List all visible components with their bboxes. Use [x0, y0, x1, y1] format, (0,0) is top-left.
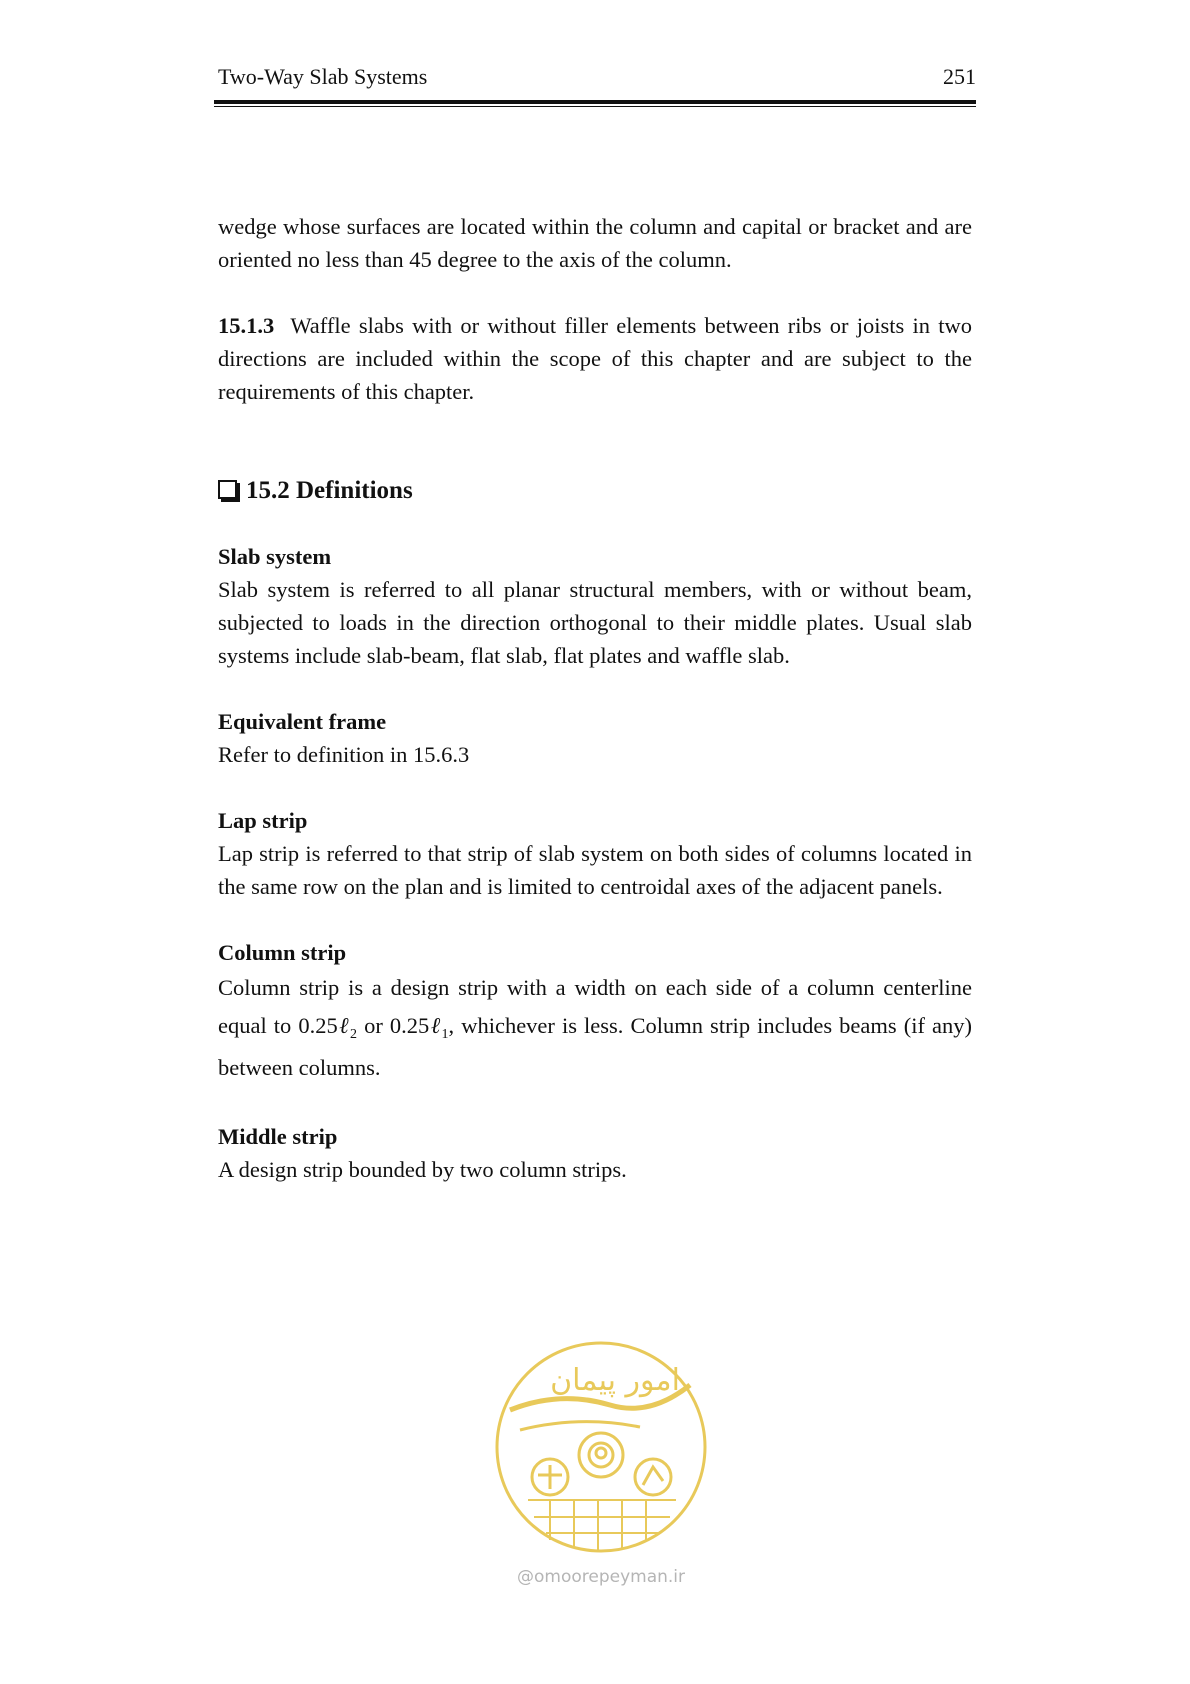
- checkbox-bullet-icon: [218, 480, 237, 499]
- term-equivalent-frame: Equivalent frame: [218, 709, 387, 734]
- term-slab-system: Slab system: [218, 544, 332, 569]
- running-title: Two-Way Slab Systems: [218, 64, 428, 89]
- math-expression-1: 0.25ℓ$_2$: [298, 1013, 357, 1042]
- section-title: 15.2 Definitions: [246, 477, 413, 504]
- gear-icon: [579, 1433, 623, 1477]
- clause-text: Waffle slabs with or without filler elements between ribs or joists in two directions are included within the scope of this chapter and are subject to the requirements of this chapter.: [218, 313, 972, 404]
- section-heading: [218, 474, 972, 507]
- paragraph-wedge: wedge whose surfaces are located within the column and capital or bracket and are oriented no less than 45 degree to the axis of the column.: [218, 214, 972, 272]
- watermark-logo: [490, 1335, 712, 1560]
- excavator-icon: [635, 1459, 671, 1495]
- term-middle-strip: Middle strip: [218, 1124, 338, 1149]
- scales-icon: [532, 1459, 568, 1495]
- clause-number: 15.1.3: [218, 313, 275, 338]
- definition-column-strip: Column strip is a design strip with a width on each side of a column centerline equal to 0.25ℓ$_2$ or 0.25ℓ$_1$, whichever is less. Column strip includes beams (if any) between columns.: [218, 975, 973, 1080]
- page-header: [218, 64, 976, 90]
- definition-middle-strip: A design strip bounded by two column strips.: [218, 1157, 627, 1182]
- math-expression-2: 0.25ℓ$_1$: [389, 1013, 449, 1042]
- watermark-site: @omoorepeyman.ir: [516, 1567, 686, 1587]
- definition-equivalent-frame: Refer to definition in 15.6.3: [218, 742, 470, 767]
- watermark: [490, 1335, 712, 1585]
- worker-icon: [596, 1448, 606, 1458]
- definition-slab-system: Slab system is referred to all planar structural members, with or without beam, subjected to loads in the direction orthogonal to their middle plates. Usual slab systems include slab-beam, flat slab, flat plates and waffle slab.: [218, 577, 972, 668]
- page-number: 251: [943, 64, 976, 89]
- page-body: [218, 210, 972, 1186]
- definition-lap-strip: Lap strip is referred to that strip of slab system on both sides of columns located in the same row on the plan and is limited to centroidal axes of the adjacent panels.: [218, 841, 972, 899]
- paragraph-15-1-3: [218, 309, 972, 408]
- watermark-logo-text: امور پیمان: [550, 1363, 680, 1398]
- header-rule-thin: [214, 106, 976, 107]
- term-column-strip: Column strip: [218, 940, 347, 965]
- header-rule-thick: [214, 100, 976, 104]
- term-lap-strip: Lap strip: [218, 808, 308, 833]
